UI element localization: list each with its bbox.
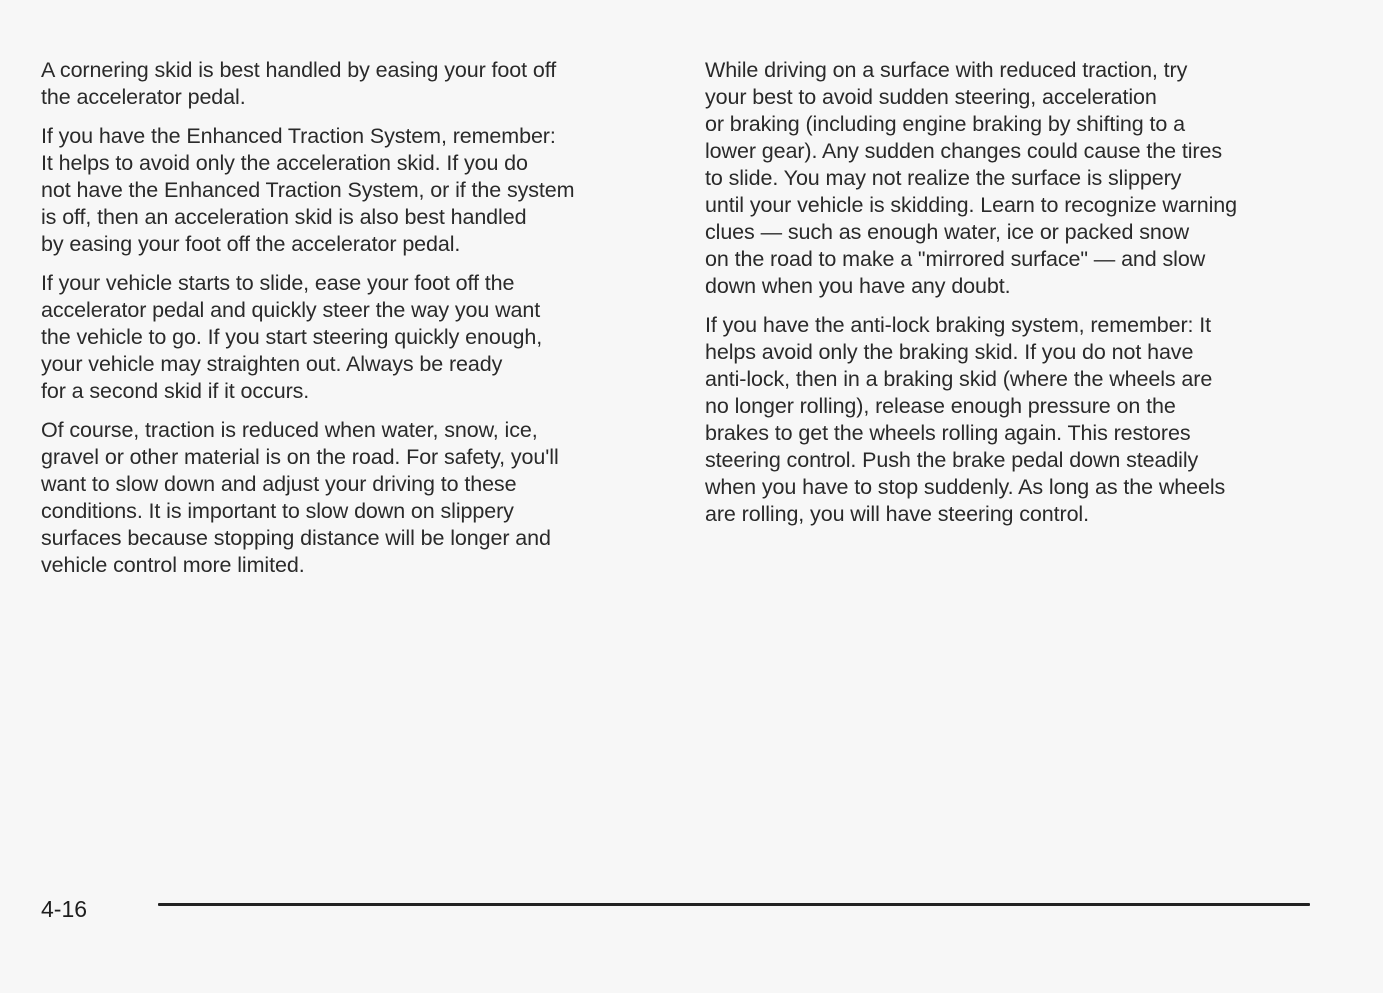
page-number: 4-16 bbox=[41, 896, 88, 922]
text-line: the vehicle to go. If you start steering quickly enough, bbox=[41, 325, 543, 349]
text-line: steering control. Push the brake pedal down steadily bbox=[705, 448, 1199, 472]
text-line: anti-lock, then in a braking skid (where the wheels are bbox=[705, 367, 1213, 391]
text-line: your vehicle may straighten out. Always be ready bbox=[41, 352, 503, 376]
paragraph-driving-reduced-traction bbox=[705, 57, 1315, 300]
text-line: It helps to avoid only the acceleration skid. If you do bbox=[41, 151, 528, 175]
text-line: If you have the Enhanced Traction System, remember: bbox=[41, 124, 556, 148]
text-line: down when you have any doubt. bbox=[705, 274, 1011, 298]
text-line: Of course, traction is reduced when water, snow, ice, bbox=[41, 418, 538, 442]
text-line: no longer rolling), release enough pressure on the bbox=[705, 394, 1176, 418]
paragraph-anti-lock-braking bbox=[705, 312, 1315, 528]
footer-rule bbox=[158, 903, 1310, 906]
text-line: not have the Enhanced Traction System, or if the system bbox=[41, 178, 575, 202]
text-line: your best to avoid sudden steering, acceleration bbox=[705, 85, 1157, 109]
text-line: surfaces because stopping distance will be longer and bbox=[41, 526, 551, 550]
text-line: are rolling, you will have steering control. bbox=[705, 502, 1089, 526]
paragraph-reduced-traction bbox=[41, 417, 661, 579]
left-column bbox=[41, 57, 661, 591]
text-line: until your vehicle is skidding. Learn to recognize warning bbox=[705, 193, 1237, 217]
text-line: or braking (including engine braking by shifting to a bbox=[705, 112, 1185, 136]
text-line: lower gear). Any sudden changes could cause the tires bbox=[705, 139, 1222, 163]
text-line: gravel or other material is on the road. For safety, you'll bbox=[41, 445, 559, 469]
text-line: While driving on a surface with reduced traction, try bbox=[705, 58, 1188, 82]
text-line: by easing your foot off the accelerator pedal. bbox=[41, 232, 461, 256]
paragraph-vehicle-slide bbox=[41, 270, 661, 405]
text-line: for a second skid if it occurs. bbox=[41, 379, 310, 403]
text-line: accelerator pedal and quickly steer the way you want bbox=[41, 298, 541, 322]
text-line: helps avoid only the braking skid. If you do not have bbox=[705, 340, 1194, 364]
text-line: clues — such as enough water, ice or packed snow bbox=[705, 220, 1189, 244]
text-line: If you have the anti-lock braking system, remember: It bbox=[705, 313, 1212, 337]
text-line: vehicle control more limited. bbox=[41, 553, 305, 577]
paragraph-cornering-skid bbox=[41, 57, 661, 111]
text-line: to slide. You may not realize the surface is slippery bbox=[705, 166, 1182, 190]
text-line: when you have to stop suddenly. As long as the wheels bbox=[705, 475, 1226, 499]
text-line: want to slow down and adjust your driving to these bbox=[41, 472, 517, 496]
text-line: conditions. It is important to slow down on slippery bbox=[41, 499, 514, 523]
text-line: on the road to make a "mirrored surface" — and slow bbox=[705, 247, 1206, 271]
text-line: is off, then an acceleration skid is also best handled bbox=[41, 205, 527, 229]
text-line: the accelerator pedal. bbox=[41, 85, 246, 109]
text-line: brakes to get the wheels rolling again. This restores bbox=[705, 421, 1191, 445]
paragraph-enhanced-traction bbox=[41, 123, 661, 258]
text-line: A cornering skid is best handled by easing your foot off bbox=[41, 58, 557, 82]
right-column bbox=[705, 57, 1315, 540]
text-line: If your vehicle starts to slide, ease your foot off the bbox=[41, 271, 515, 295]
